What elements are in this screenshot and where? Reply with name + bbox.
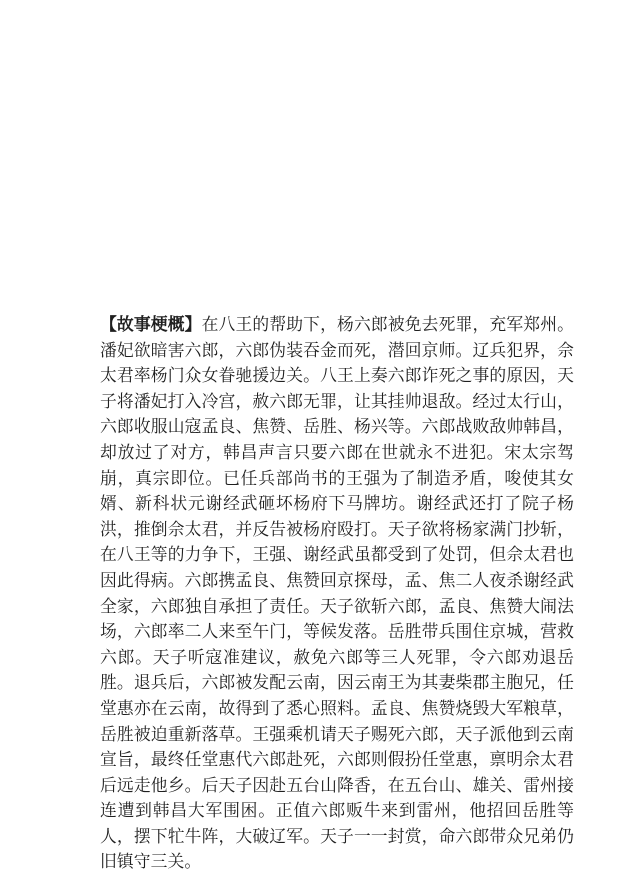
story-summary-paragraph (100, 312, 574, 875)
summary-text: 在八王的帮助下，杨六郎被免去死罪，充军郑州。潘妃欲暗害六郎，六郎伪装吞金而死，潜回京师。辽兵犯界，佘太君率杨门众女眷驰援边关。八王上奏六郎诈死之事的原因，天子将潘妃打入冷宫，赦六郎无罪，让其挂帅退敌。经过太行山，六郎收服山寇孟良、焦赞、岳胜、杨兴等。六郎战败敌帅韩昌，却放过了对方，韩昌声言只要六郎在世就永不进犯。宋太宗驾崩，真宗即位。已任兵部尚书的王强为了制造矛盾，唆使其女婿、新科状元谢经武砸坏杨府下马牌坊。谢经武还打了院子杨洪，推倒佘太君，并反告被杨府殴打。天子欲将杨家满门抄斩，在八王等的力争下，王强、谢经武虽都受到了处罚，但佘太君也因此得病。六郎携孟良、焦赞回京探母，孟、焦二人夜杀谢经武全家，六郎独自承担了责任。天子欲斩六郎，孟良、焦赞大闹法场，六郎率二人来至午门，等候发落。岳胜带兵围住京城，营救六郎。天子听寇准建议，赦免六郎等三人死罪，令六郎劝退岳胜。退兵后，六郎被发配云南，因云南王为其妻柴郡主胞兄，任堂惠亦在云南，故得到了悉心照料。孟良、焦赞烧毁大军粮草，岳胜被迫重新落草。王强乘机请天子赐死六郎，天子派他到云南宣旨，最终任堂惠代六郎赴死，六郎则假扮任堂惠，禀明佘太君后远走他乡。后天子因赴五台山降香，在五台山、雄关、雷州接连遭到韩昌大军围困。正值六郎贩牛来到雷州，他招回岳胜等人，摆下牤牛阵，大破辽军。天子一一封赏，命六郎带众兄弟仍旧镇守三关。 (100, 314, 575, 872)
section-heading: 【故事梗概】 (100, 314, 202, 334)
